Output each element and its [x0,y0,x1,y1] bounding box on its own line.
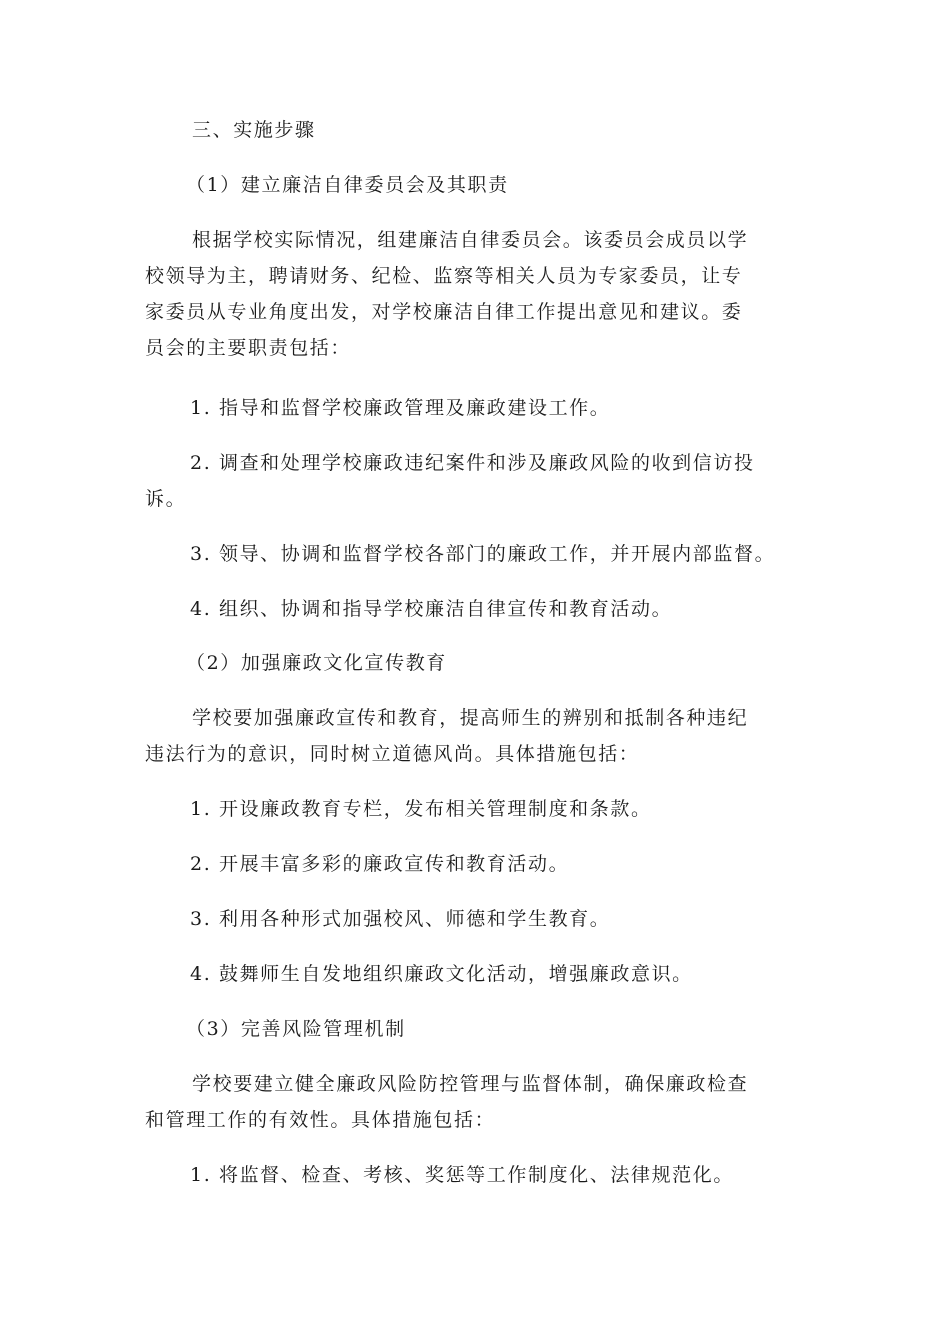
list-item: 3. 利用各种形式加强校风、师德和学生教育。 [190,908,611,930]
list-item: 4. 组织、协调和指导学校廉洁自律宣传和教育活动。 [190,598,673,620]
list-item: 1. 开设廉政教育专栏，发布相关管理制度和条款。 [190,798,652,820]
subsection-heading-3: （3）完善风险管理机制 [186,1018,406,1040]
subsection-heading-1: （1）建立廉洁自律委员会及其职责 [186,174,509,196]
paragraph-line: 学校要建立健全廉政风险防控管理与监督体制，确保廉政检查 [192,1073,749,1095]
list-item-continuation: 诉。 [145,488,187,510]
paragraph-line: 学校要加强廉政宣传和教育，提高师生的辨别和抵制各种违纪 [192,707,749,729]
list-item: 2. 开展丰富多彩的廉政宣传和教育活动。 [190,853,570,875]
list-item: 1. 将监督、检查、考核、奖惩等工作制度化、法律规范化。 [190,1164,734,1186]
paragraph-line: 校领导为主，聘请财务、纪检、监察等相关人员为专家委员，让专 [145,265,743,287]
section-heading: 三、实施步骤 [192,119,316,141]
list-item: 2. 调查和处理学校廉政违纪案件和涉及廉政风险的收到信访投 [190,452,755,474]
list-item: 4. 鼓舞师生自发地组织廉政文化活动，增强廉政意识。 [190,963,693,985]
paragraph-line: 和管理工作的有效性。具体措施包括： [145,1109,496,1131]
paragraph-line: 根据学校实际情况，组建廉洁自律委员会。该委员会成员以学 [192,229,749,251]
paragraph-line: 违法行为的意识，同时树立道德风尚。具体措施包括： [145,743,640,765]
list-item: 3. 领导、协调和监督学校各部门的廉政工作，并开展内部监督。 [190,543,776,565]
paragraph-line: 员会的主要职责包括： [145,337,352,359]
subsection-heading-2: （2）加强廉政文化宣传教育 [186,652,447,674]
list-item: 1. 指导和监督学校廉政管理及廉政建设工作。 [190,397,611,419]
paragraph-line: 家委员从专业角度出发，对学校廉洁自律工作提出意见和建议。委 [145,301,743,323]
